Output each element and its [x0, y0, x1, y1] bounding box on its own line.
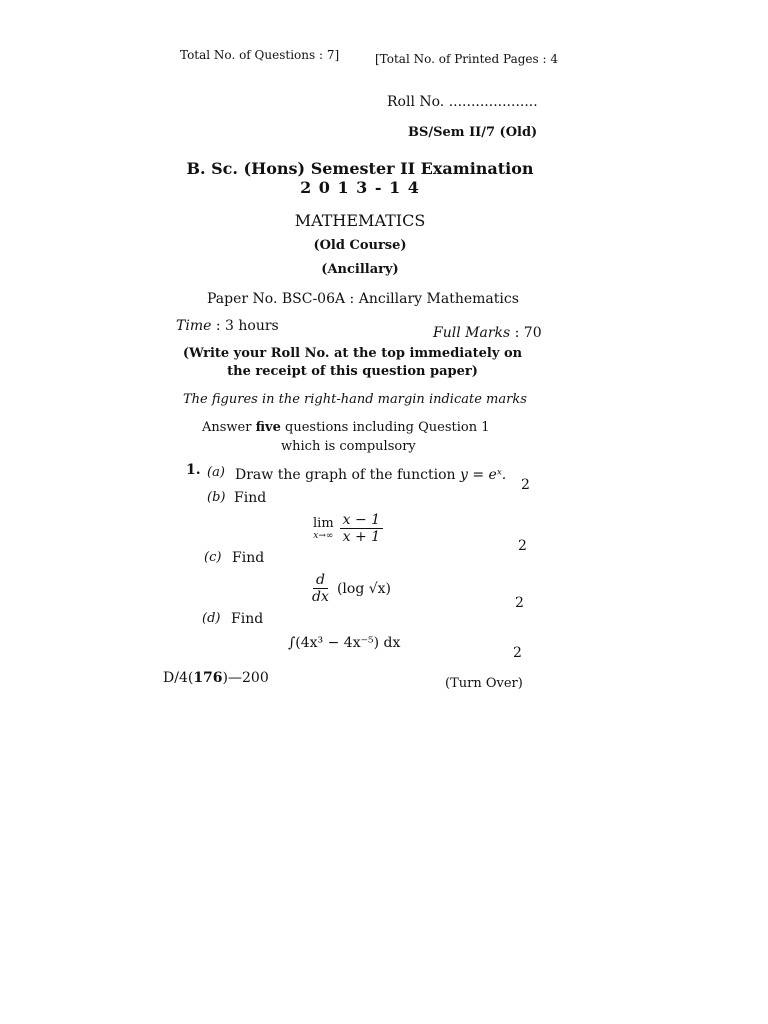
- answer-pre: Answer: [202, 420, 256, 435]
- part-d-marks: 2: [513, 645, 522, 661]
- derivative-operator: [309, 572, 332, 605]
- answer-instruction-2: which is compulsory: [281, 439, 416, 454]
- part-b-marks: 2: [518, 538, 527, 554]
- limit-fraction: [340, 512, 383, 545]
- part-a-math: y = eˣ.: [460, 467, 507, 483]
- answer-instruction: [202, 420, 490, 435]
- exam-title: B. Sc. (Hons) Semester II Examination: [186, 159, 534, 178]
- time-label: Time: [176, 318, 212, 334]
- marks-note: The figures in the right-hand margin indicate marks: [183, 392, 527, 407]
- limit-denominator: x + 1: [342, 529, 381, 545]
- limit-numerator: x − 1: [340, 512, 383, 529]
- part-d-label: (d): [202, 611, 221, 626]
- roll-no: Roll No. ....................: [387, 94, 538, 110]
- limit-expression: [313, 512, 383, 545]
- answer-post: questions including Question 1: [280, 420, 490, 435]
- lim-operator: [313, 516, 334, 541]
- part-a-label: (a): [207, 465, 225, 480]
- course: (Old Course): [313, 238, 407, 253]
- derivative-dx: dx: [312, 589, 329, 605]
- total-printed-pages: [Total No. of Printed Pages : 4: [375, 52, 558, 66]
- part-a-text: [235, 467, 506, 483]
- footer-code-bold: 176: [193, 670, 223, 686]
- part-a-marks: 2: [521, 477, 530, 493]
- part-a-question: Draw the graph of the function: [235, 467, 456, 483]
- subject: MATHEMATICS: [294, 211, 426, 230]
- exam-year: 2 0 1 3 - 1 4: [300, 178, 420, 197]
- paper-code: BS/Sem II/7 (Old): [408, 125, 538, 140]
- paper-number: Paper No. BSC-06A : Ancillary Mathematics: [207, 291, 519, 307]
- part-c-marks: 2: [515, 595, 524, 611]
- part-c-label: (c): [204, 550, 222, 565]
- instruction-line-1: (Write your Roll No. at the top immediately on: [182, 346, 523, 361]
- part-d-text: Find: [231, 611, 264, 627]
- footer-code: [163, 670, 269, 686]
- time-value: : 3 hours: [215, 318, 279, 334]
- answer-five: five: [255, 420, 281, 435]
- footer-code-pre: D/4(: [163, 670, 194, 686]
- marks-value: : 70: [514, 325, 542, 341]
- total-questions: Total No. of Questions : 7]: [180, 48, 340, 62]
- question-number: 1.: [186, 462, 201, 478]
- derivative-d: d: [313, 572, 328, 589]
- part-b-label: (b): [207, 490, 226, 505]
- derivative-argument: (log √x): [336, 581, 392, 597]
- full-marks: [433, 325, 542, 341]
- paper-type: (Ancillary): [321, 262, 399, 277]
- marks-label: Full Marks: [433, 325, 511, 341]
- instruction-line-2: the receipt of this question paper): [227, 364, 478, 379]
- lim-text: lim: [313, 516, 334, 531]
- derivative-expression: [309, 572, 391, 605]
- time-allowed: [176, 318, 279, 334]
- part-b-text: Find: [234, 490, 267, 506]
- footer-code-post: )—200: [222, 670, 269, 686]
- integral-expression: ∫(4x³ − 4x⁻⁵) dx: [288, 635, 401, 651]
- turn-over: (Turn Over): [445, 676, 523, 691]
- lim-subscript: x→∞: [313, 531, 334, 541]
- part-c-text: Find: [232, 550, 265, 566]
